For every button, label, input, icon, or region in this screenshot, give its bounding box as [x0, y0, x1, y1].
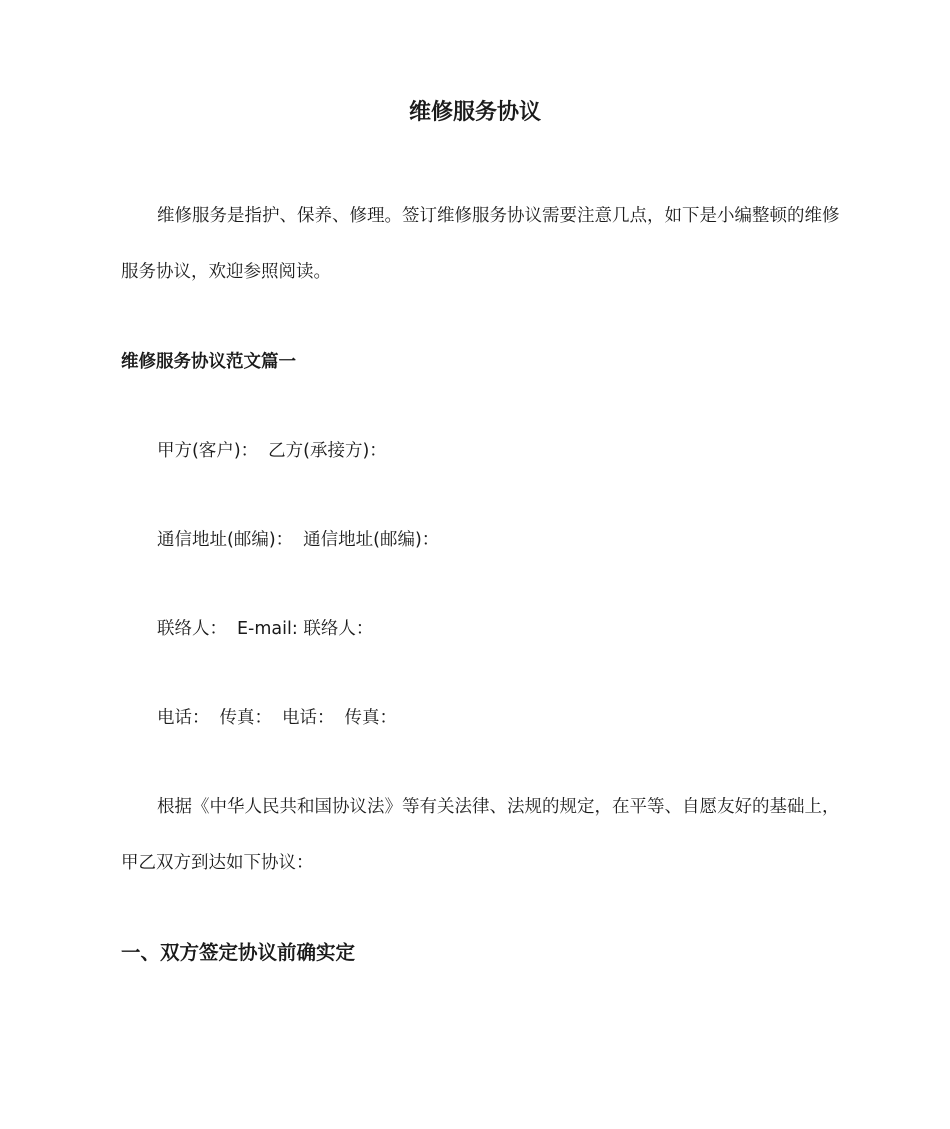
address-b-label: 通信地址(邮编)： [303, 530, 440, 550]
intro-paragraph: 维修服务是指护、保养、修理。签订维修服务协议需要注意几点，如下是小编整顿的维修服务协议，欢迎参照阅读。 [121, 206, 840, 282]
party-b-label: 乙方(承接方)： [268, 441, 387, 461]
address-line [157, 528, 439, 552]
address-a-label: 通信地址(邮编)： [157, 530, 294, 550]
section-heading: 维修服务协议范文篇一 [121, 352, 296, 372]
contact-a-label: 联络人： [157, 619, 227, 639]
party-a-label: 甲方(客户)： [157, 441, 259, 461]
email-label: E-mail: [237, 619, 298, 639]
document-title: 维修服务协议 [408, 100, 541, 125]
fax-a-label: 传真： [219, 708, 272, 728]
contact-line [157, 617, 373, 641]
fax-b-label: 传真： [344, 708, 397, 728]
parties-line [157, 439, 387, 463]
contact-b-label: 联络人： [303, 619, 374, 639]
clause-1-heading: 一、双方签定协议前确实定 [121, 941, 356, 964]
phone-b-label: 电话： [282, 708, 335, 728]
phone-a-label: 电话： [157, 708, 210, 728]
basis-paragraph: 根据《中华人民共和国协议法》等有关法律、法规的规定，在平等、自愿友好的基础上，甲乙双方到达如下协议： [121, 797, 840, 873]
phone-line [157, 706, 397, 730]
